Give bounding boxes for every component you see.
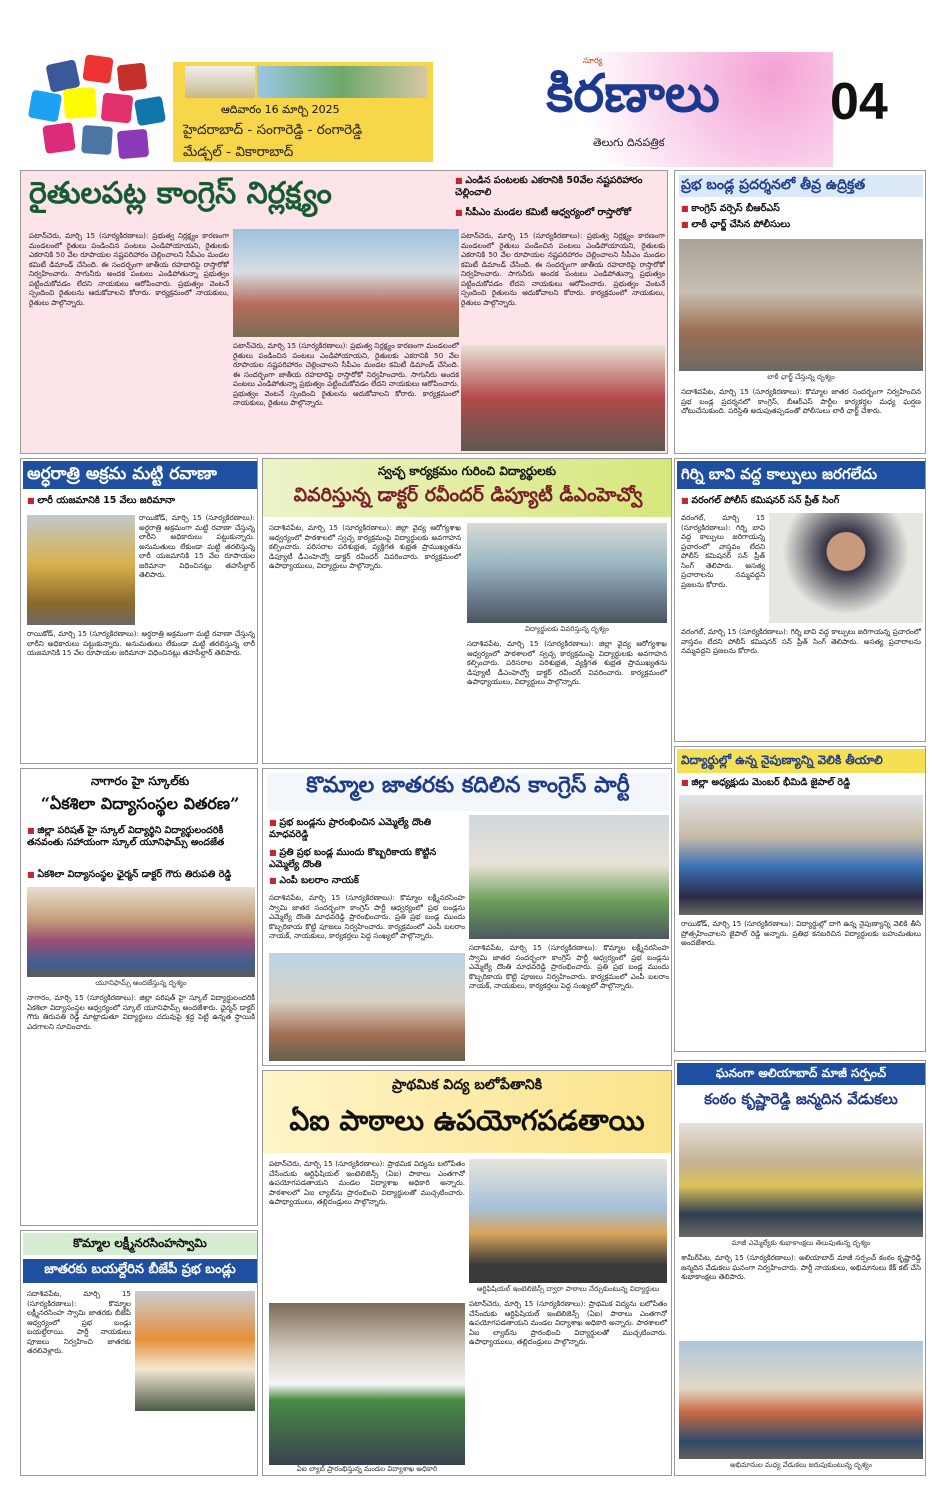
story10-kicker: ఘనంగా అలియాబాద్ మాజీ సర్పంచ్ <box>677 1063 925 1085</box>
brand-tag: సూర్య <box>583 56 603 65</box>
story8-bullet-2: ■ ఏకశిలా విద్యాసంస్థల ఛైర్మన్ డాక్టర్ గౌరు తిరుపతి రెడ్డి <box>27 869 255 883</box>
story10-body: శామీర్‌పేట, మార్చి 15 (సూర్యకిరణాలు): అలియాబాద్ మాజీ సర్పంచ్ కంఠం కృష్ణారెడ్డి జన్మదిన వేడుకలు ఘనంగా నిర్వహించారు. పార్టీ నాయకులు, అభిమానులు కేక్ కట్ చేసి శుభాకాంక్షలు తెలిపారు. <box>681 1253 921 1281</box>
story5-body: వరంగల్, మార్చి 15 (సూర్యకిరణాలు): గిర్ని బావి వద్ద కాల్పులు జరిగాయన్న ప్రచారంలో వాస్తవం లేదని పోలీస్ కమిషనర్ సన్ ప్రీత్ సింగ్ తెలిపారు. అసత్య ప్రచారాలను నమ్మవద్దని ప్రజలను కోరారు. <box>681 627 921 655</box>
story4-kicker: స్వచ్ఛ కార్యక్రమం గురించి విద్యార్థులకు <box>377 465 557 478</box>
story3-bullet: ■ లారీ యజమానికి 15 వేలు జరిమానా <box>27 495 255 509</box>
edition-cities-line2: మేడ్చల్ - వికారాబాద్ <box>183 144 294 160</box>
story6-bullet-2: ■ ప్రతి ప్రభ బండ్ల ముందు కొబ్బరికాయ కొట్టిన ఎమ్మెల్యే దొంతి <box>269 847 465 873</box>
story1-headline: రైతులపట్ల కాంగ్రెస్ నిర్లక్ష్యం <box>29 177 332 211</box>
story8-kicker: నాగారం హై స్కూల్‌కు <box>90 775 190 788</box>
story-ekashila-donation <box>20 768 258 1226</box>
story5-body-side: వరంగల్, మార్చి 15 (సూర్యకిరణాలు): గిర్ని బావి వద్ద కాల్పులు జరిగాయన్న ప్రచారంలో వాస్తవం లేదని పోలీస్ కమిషనర్ సన్ ప్రీత్ సింగ్ తెలిపారు. అసత్య ప్రచారాలను నమ్మవద్దని ప్రజలను కోరారు. <box>681 513 765 589</box>
edition-date: ఆదివారం 16 మార్చి 2025 <box>221 103 340 116</box>
story8-caption: యూనిఫామ్స్ అందజేస్తున్న దృశ్యం <box>95 979 187 987</box>
story5-headline: గిర్ని బావి వద్ద కాల్పులు జరగలేదు <box>677 461 925 489</box>
story-ai-lessons <box>262 1070 672 1476</box>
story1-body-col1: పటాన్‌చెరు, మార్చి 15 (సూర్యకిరణాలు): ప్రభుత్వ నిర్లక్ష్యం కారణంగా మండలంలో రైతులు పండించిన పంటలు ఎండిపోయాయని, రైతులకు ఎకరానికి 50 వేల రూపాయల నష్టపరిహారం చెల్లించాలని సీపీఎం మండల కమిటీ డిమాండ్ చేసింది. ఈ సందర్భంగా జాతీయ రహదారిపై రాస్తారోకో నిర్వహించారు. సాగునీరు అందక పంటలు ఎండిపోతున్నా ప్రభుత్వం పట్టించుకోవడం లేదని నాయకులు ఆరోపించారు. ప్రభుత్వం వెంటనే స్పందించి రైతులను ఆదుకోవాలని కోరారు. కార్యక్రమంలో నాయకులు, రైతులు పాల్గొన్నారు. <box>29 231 229 307</box>
story1-bullet-2: ■ సీపీఎం మండల కమిటీ ఆధ్వర్యంలో రాస్తారోకో <box>455 207 665 221</box>
masthead <box>18 52 928 167</box>
story10-headline: కంఠం కృష్ణారెడ్డి జన్మదిన వేడుకలు <box>704 1091 898 1108</box>
story6-event-photo-2 <box>269 953 465 1061</box>
story2-bullet-2: ■ లాఠీ ఛార్జ్ చేసిన పోలీసులు <box>681 219 921 233</box>
story9-body-col2: పటాన్‌చెరు, మార్చి 15 (సూర్యకిరణాలు): ప్రాథమిక విద్యను బలోపేతం చేసేందుకు ఆర్టిఫిషియల్ ఇంటెలిజెన్స్ (ఏఐ) పాఠాలు ఎంతగానో ఉపయోగపడతాయని మండల విద్యాశాఖ అధికారి అన్నారు. పాఠశాలలో ఏఐ ల్యాబ్‌ను ప్రారంభించి విద్యార్థులతో ముచ్చటించారు. ఉపాధ్యాయులు, తల్లిదండ్రులు పాల్గొన్నారు. <box>469 1299 667 1346</box>
story6-headline: కొమ్మాల జాతరకు కదిలిన కాంగ్రెస్ పార్టీ <box>267 773 669 811</box>
skyline-image <box>257 66 427 98</box>
story4-body-col2: సదాశివపేట, మార్చి 15 (సూర్యకిరణాలు): జిల్లా వైద్య ఆరోగ్యశాఖ ఆధ్వర్యంలో పాఠశాలలో స్వచ్ఛ కార్యక్రమంపై విద్యార్థులకు అవగాహన కల్పించారు. పరిసరాల పరిశుభ్రత, వ్యక్తిగత శుభ్రత ప్రాముఖ్యతను డిప్యూటీ డీఎంహెచ్వో డాక్టర్ రవీందర్ వివరించారు. కార్యక్రమంలో ఉపాధ్యాయులు, విద్యార్థులు పాల్గొన్నారు. <box>467 639 667 686</box>
story9-inauguration-photo <box>269 1303 465 1465</box>
edition-cities-line1: హైదరాబాద్ - సంగారెడ్డి - రంగారెడ్డి <box>183 122 363 138</box>
story9-headline: ఏఐ పాఠాలు ఉపయోగపడతాయి <box>289 1105 645 1137</box>
story-illegal-soil-transport <box>20 458 258 764</box>
story1-rastaroko-photo <box>461 345 665 451</box>
story3-lorry-photo <box>27 515 135 625</box>
story1-protest-photo <box>233 229 459 337</box>
story7-body: రాయికోడ్, మార్చి 15 (సూర్యకిరణాలు): విద్యార్థుల్లో దాగి ఉన్న నైపుణ్యాన్ని వెలికి తీసి ప్రోత్సహించాలని జైపాల్ రెడ్డి అన్నారు. ప్రతిభ కనబరిచిన విద్యార్థులకు బహుమతులు అందజేశారు. <box>681 919 921 947</box>
story9-kicker: ప్రాథమిక విద్య బలోపేతానికి <box>391 1077 543 1093</box>
story9-caption-1: ఆర్టిఫిషియల్ ఇంటెలిజెన్స్ ద్వారా పాఠాలు నేర్చుకుంటున్న విద్యార్థులు <box>476 1285 660 1293</box>
story9-students-computer-photo <box>469 1159 667 1283</box>
story6-bullet-1: ■ ప్రభ బండ్లను ప్రారంభించిన ఎమ్మెల్యే దొంతి మాధవరెడ్డి <box>269 817 465 843</box>
charminar-image <box>185 66 255 98</box>
story-swachh-program <box>262 458 672 764</box>
story5-bullet: ■ వరంగల్ పోలీస్ కమిషనర్ సన్ ప్రీత్ సింగ్ <box>681 495 921 509</box>
story8-headline: “ఏకశిలా విద్యాసంస్థల వితరణ” <box>40 795 240 813</box>
story6-body-col1: సదాశివపేట, మార్చి 15 (సూర్యకిరణాలు): కొమ్మాల లక్ష్మీనరసింహ స్వామి జాతర సందర్భంగా కాంగ్రెస్ పార్టీ ఆధ్వర్యంలో ప్రభ బండ్లను ఎమ్మెల్యే దొంతి మాధవరెడ్డి ప్రారంభించారు. ప్రతి ప్రభ బండ్ల ముందు కొబ్బరికాయ కొట్టి పూజలు నిర్వహించారు. కార్యక్రమంలో ఎంపీ బలరాం నాయక్, నాయకులు, కార్యకర్తలు పెద్ద సంఖ్యలో పాల్గొన్నారు. <box>269 893 465 940</box>
story3-body-side: రాయికోడ్, మార్చి 15 (సూర్యకిరణాలు): అర్ధరాత్రి అక్రమంగా మట్టి రవాణా చేస్తున్న లారీని అధికారులు పట్టుకున్నారు. అనుమతులు లేకుండా మట్టి తరలిస్తున్న లారీ యజమానికి 15 వేల రూపాయల జరిమానా విధించినట్లు తహసీల్దార్ తెలిపారు. <box>139 513 255 579</box>
story8-bullet-1: ■ జిల్లా పరిషత్ హై స్కూల్ విద్యార్థిని విద్యార్థులందరికీ తనవంతు సహాయంగా స్కూల్ యూనిఫామ్స్ అందజేత <box>27 825 255 865</box>
story9-caption-2: ఏఐ ల్యాబ్ ప్రారంభిస్తున్న మండల విద్యాశాఖ అధికారి <box>296 1465 438 1473</box>
story7-students-photo <box>679 795 923 915</box>
story10-group-photo <box>679 1341 923 1459</box>
story11-body-side: సదాశివపేట, మార్చి 15 (సూర్యకిరణాలు): కొమ్మాల లక్ష్మీనరసింహ స్వామి జాతరకు బీజేపీ ఆధ్వర్యంలో ప్రభ బండ్లు బయల్దేరాయి. పార్టీ నాయకులు పూజలు నిర్వహించి జాతరకు తరలివెళ్లారు. <box>27 1289 131 1355</box>
story2-headline: ప్రభ బండ్ల ప్రదర్శనలో తీవ్ర ఉద్రిక్తత <box>679 175 923 197</box>
story4-headline: వివరిస్తున్న డాక్టర్ రవీందర్ డిప్యూటీ డీఎంహెచ్వో <box>293 485 643 506</box>
brand-area <box>433 52 833 167</box>
story6-body-col2: సదాశివపేట, మార్చి 15 (సూర్యకిరణాలు): కొమ్మాల లక్ష్మీనరసింహ స్వామి జాతర సందర్భంగా కాంగ్రెస్ పార్టీ ఆధ్వర్యంలో ప్రభ బండ్లను ఎమ్మెల్యే దొంతి మాధవరెడ్డి ప్రారంభించారు. ప్రతి ప్రభ బండ్ల ముందు కొబ్బరికాయ కొట్టి పూజలు నిర్వహించారు. కార్యక్రమంలో ఎంపీ బలరాం నాయక్, నాయకులు, కార్యకర్తలు పెద్ద సంఖ్యలో పాల్గొన్నారు. <box>469 943 669 990</box>
story1-body-col3: పటాన్‌చెరు, మార్చి 15 (సూర్యకిరణాలు): ప్రభుత్వ నిర్లక్ష్యం కారణంగా మండలంలో రైతులు పండించిన పంటలు ఎండిపోయాయని, రైతులకు ఎకరానికి 50 వేల రూపాయల నష్టపరిహారం చెల్లించాలని సీపీఎం మండల కమిటీ డిమాండ్ చేసింది. ఈ సందర్భంగా జాతీయ రహదారిపై రాస్తారోకో నిర్వహించారు. సాగునీరు అందక పంటలు ఎండిపోతున్నా ప్రభుత్వం పట్టించుకోవడం లేదని నాయకులు ఆరోపించారు. ప్రభుత్వం వెంటనే స్పందించి రైతులను ఆదుకోవాలని కోరారు. కార్యక్రమంలో నాయకులు, రైతులు పాల్గొన్నారు. <box>461 231 665 307</box>
story-farmers-neglect <box>20 170 668 454</box>
brand-subtitle: తెలుగు దినపత్రిక <box>593 136 665 149</box>
page-number: 04 <box>830 73 888 131</box>
story3-headline: అర్ధరాత్రి అక్రమ మట్టి రవాణా <box>23 461 257 489</box>
story4-body-col1: సదాశివపేట, మార్చి 15 (సూర్యకిరణాలు): జిల్లా వైద్య ఆరోగ్యశాఖ ఆధ్వర్యంలో పాఠశాలలో స్వచ్ఛ కార్యక్రమంపై విద్యార్థులకు అవగాహన కల్పించారు. పరిసరాల పరిశుభ్రత, వ్యక్తిగత శుభ్రత ప్రాముఖ్యతను డిప్యూటీ డీఎంహెచ్వో డాక్టర్ రవీందర్ వివరించారు. కార్యక్రమంలో ఉపాధ్యాయులు, విద్యార్థులు పాల్గొన్నారు. <box>269 523 461 570</box>
story-student-skills <box>674 746 926 1052</box>
story8-uniform-photo <box>27 887 255 977</box>
story6-bullet-3: ■ ఎంపీ బలరాం నాయక్ <box>269 875 465 889</box>
story1-body-col2: పటాన్‌చెరు, మార్చి 15 (సూర్యకిరణాలు): ప్రభుత్వ నిర్లక్ష్యం కారణంగా మండలంలో రైతులు పండించిన పంటలు ఎండిపోయాయని, రైతులకు ఎకరానికి 50 వేల రూపాయల నష్టపరిహారం చెల్లించాలని సీపీఎం మండల కమిటీ డిమాండ్ చేసింది. ఈ సందర్భంగా జాతీయ రహదారిపై రాస్తారోకో నిర్వహించారు. సాగునీరు అందక పంటలు ఎండిపోతున్నా ప్రభుత్వం పట్టించుకోవడం లేదని నాయకులు ఆరోపించారు. ప్రభుత్వం వెంటనే స్పందించి రైతులను ఆదుకోవాలని కోరారు. కార్యక్రమంలో నాయకులు, రైతులు పాల్గొన్నారు. <box>233 341 459 407</box>
story2-bullet-1: ■ కాంగ్రెస్ వర్సెస్ బీఆర్ఎస్ <box>681 203 921 217</box>
story2-caption: లాఠీ ఛార్జ్ చేస్తున్న దృశ్యం <box>767 373 835 381</box>
story10-caption-1: మాజీ ఎమ్మెల్యేకు శుభాకాంక్షలు తెలుపుతున్న దృశ్యం <box>731 1239 871 1247</box>
brand-logo: కిరణాలు <box>546 64 720 124</box>
story5-commissioner-photo <box>769 513 923 623</box>
story-bjp-prabha-bandlu <box>20 1230 258 1476</box>
story10-caption-2: అభిమానుల మధ్య వేడుకలు జరుపుకుంటున్న దృశ్యం <box>730 1461 872 1469</box>
story4-classroom-photo <box>467 523 667 623</box>
story-prabha-bandla-tension <box>674 170 926 454</box>
story9-body-col1: పటాన్‌చెరు, మార్చి 15 (సూర్యకిరణాలు): ప్రాథమిక విద్యను బలోపేతం చేసేందుకు ఆర్టిఫిషియల్ ఇంటెలిజెన్స్ (ఏఐ) పాఠాలు ఎంతగానో ఉపయోగపడతాయని మండల విద్యాశాఖ అధికారి అన్నారు. పాఠశాలలో ఏఐ ల్యాబ్‌ను ప్రారంభించి విద్యార్థులతో ముచ్చటించారు. ఉపాధ్యాయులు, తల్లిదండ్రులు పాల్గొన్నారు. <box>269 1159 465 1206</box>
story11-bjp-photo <box>135 1291 255 1411</box>
story3-body: రాయికోడ్, మార్చి 15 (సూర్యకిరణాలు): అర్ధరాత్రి అక్రమంగా మట్టి రవాణా చేస్తున్న లారీని అధికారులు పట్టుకున్నారు. అనుమతులు లేకుండా మట్టి తరలిస్తున్న లారీ యజమానికి 15 వేల రూపాయల జరిమానా విధించినట్లు తహసీల్దార్ తెలిపారు. <box>27 629 255 657</box>
story-birthday-celebration <box>674 1060 926 1476</box>
story-kommala-congress <box>262 768 672 1066</box>
story4-caption: విద్యార్థులకు వివరిస్తున్న దృశ్యం <box>525 625 609 633</box>
story11-kicker: కొమ్మాల లక్ష్మీనరసింహస్వామి <box>23 1233 257 1255</box>
story6-event-photo-1 <box>469 815 669 939</box>
story7-bullet: ■ జిల్లా అధ్యక్షుడు మెంబర్ భీమిడి జైపాల్ రెడ్డి <box>681 777 921 791</box>
social-media-cubes-image <box>18 54 178 166</box>
story-girni-bavi <box>674 458 926 742</box>
story8-body: నాగారం, మార్చి 15 (సూర్యకిరణాలు): జిల్లా పరిషత్ హై స్కూల్ విద్యార్థులందరికీ ఏకశిలా విద్యాసంస్థల ఆధ్వర్యంలో స్కూల్ యూనిఫామ్స్ అందజేశారు. ఛైర్మన్ డాక్టర్ గౌరు తిరుపతి రెడ్డి మాట్లాడుతూ విద్యార్థులు చదువుపై శ్రద్ధ పెట్టి ఉన్నత స్థాయికి ఎదగాలని సూచించారు. <box>27 993 255 1031</box>
story1-bullet-1: ■ ఎండిన పంటలకు ఎకరానికి 50వేల నష్టపరిహారం చెల్లించాలి <box>455 175 665 201</box>
story2-crowd-photo <box>679 239 923 371</box>
story11-headline: జాతరకు బయల్దేరిన బీజేపీ ప్రభ బండ్లు <box>23 1259 257 1283</box>
story10-cake-photo <box>679 1123 923 1237</box>
story7-headline: విద్యార్థుల్లో ఉన్న నైపుణ్యాన్ని వెలికి తీయాలి <box>677 749 925 773</box>
story2-body: సదాశివపేట, మార్చి 15 (సూర్యకిరణాలు): కొమ్మాల జాతర సందర్భంగా నిర్వహించిన ప్రభ బండ్ల ప్రదర్శనలో కాంగ్రెస్, బీఆర్ఎస్ పార్టీల కార్యకర్తల మధ్య ఘర్షణ చోటుచేసుకుంది. పరిస్థితి అదుపుతప్పడంతో పోలీసులు లాఠీ ఛార్జ్ చేశారు. <box>681 387 921 415</box>
date-city-band <box>173 62 435 162</box>
